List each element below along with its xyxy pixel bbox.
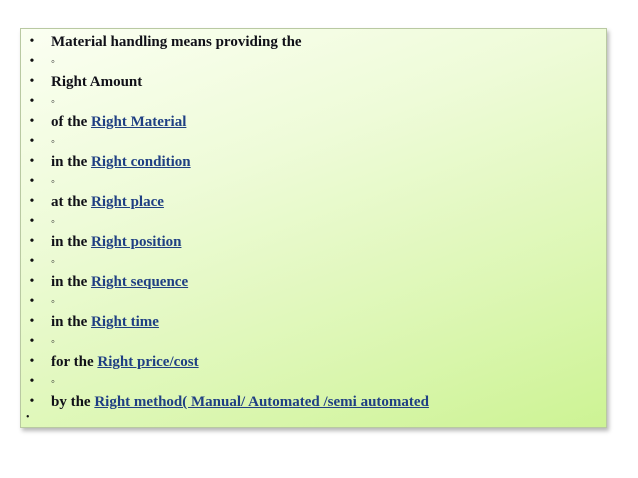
item-text <box>51 152 191 172</box>
list-item <box>21 332 606 352</box>
list-item <box>21 372 606 392</box>
list-item <box>21 72 606 92</box>
item-prefix: of the <box>51 114 91 130</box>
item-prefix: for the <box>51 354 98 370</box>
item-link[interactable]: Right price/cost <box>97 354 199 370</box>
bullet: • <box>29 54 35 69</box>
bullet: • <box>29 314 35 329</box>
bullet: • <box>29 354 35 369</box>
sub-bullet: ◦ <box>51 136 55 148</box>
list-item <box>21 52 606 72</box>
item-prefix: at the <box>51 194 91 210</box>
bullet: • <box>29 174 35 189</box>
item-link[interactable]: Right sequence <box>91 274 189 290</box>
item-link[interactable]: Right Material <box>91 114 187 130</box>
list-item <box>21 192 606 212</box>
item-text <box>51 392 429 412</box>
bullet: • <box>29 374 35 389</box>
list-item <box>21 172 606 192</box>
list-item <box>21 92 606 112</box>
list-item <box>21 352 606 372</box>
item-prefix: by the <box>51 394 95 410</box>
sub-bullet: ◦ <box>51 96 55 108</box>
item-text: Material handling means providing the <box>51 34 302 50</box>
sub-bullet: ◦ <box>51 216 55 228</box>
list-item <box>21 32 606 52</box>
item-prefix: in the <box>51 314 92 330</box>
item-text <box>51 192 164 212</box>
sub-bullet: ◦ <box>51 296 55 308</box>
bullet-list <box>21 29 606 427</box>
item-text: Right Amount <box>51 74 143 90</box>
bullet: • <box>29 94 35 109</box>
item-link[interactable]: Right place <box>91 194 164 210</box>
list-item <box>21 212 606 232</box>
list-item <box>21 252 606 272</box>
item-prefix: in the <box>51 274 92 290</box>
bullet: • <box>26 412 30 423</box>
item-prefix: in the <box>51 234 92 250</box>
item-text <box>51 352 199 372</box>
bullet: • <box>29 254 35 269</box>
list-item <box>21 272 606 292</box>
list-item <box>21 132 606 152</box>
item-text <box>51 272 188 292</box>
sub-bullet: ◦ <box>51 176 55 188</box>
item-link[interactable]: Right condition <box>91 154 191 170</box>
item-text <box>51 232 181 252</box>
bullet: • <box>29 34 35 49</box>
bullet: • <box>29 234 35 249</box>
bullet: • <box>29 214 35 229</box>
bullet: • <box>29 294 35 309</box>
item-link[interactable]: Right position <box>91 234 182 250</box>
bullet: • <box>29 194 35 209</box>
content-panel <box>20 28 607 428</box>
item-text <box>51 112 186 132</box>
sub-bullet: ◦ <box>51 376 55 388</box>
item-link[interactable]: Right time <box>91 314 159 330</box>
sub-bullet: ◦ <box>51 336 55 348</box>
sub-bullet: ◦ <box>51 256 55 268</box>
sub-bullet: ◦ <box>51 56 55 68</box>
list-item <box>21 312 606 332</box>
bullet: • <box>29 134 35 149</box>
item-link[interactable]: Right method( Manual/ Automated /semi automated <box>94 394 429 410</box>
list-item <box>21 152 606 172</box>
bullet: • <box>29 74 35 89</box>
bullet: • <box>29 154 35 169</box>
bullet: • <box>29 114 35 129</box>
list-item <box>21 112 606 132</box>
item-prefix: in the <box>51 154 92 170</box>
bullet: • <box>29 334 35 349</box>
bullet: • <box>29 394 35 409</box>
list-item <box>21 292 606 312</box>
item-text <box>51 312 159 332</box>
list-item <box>21 392 606 412</box>
list-item <box>21 232 606 252</box>
bullet: • <box>29 274 35 289</box>
list-item <box>21 410 606 426</box>
